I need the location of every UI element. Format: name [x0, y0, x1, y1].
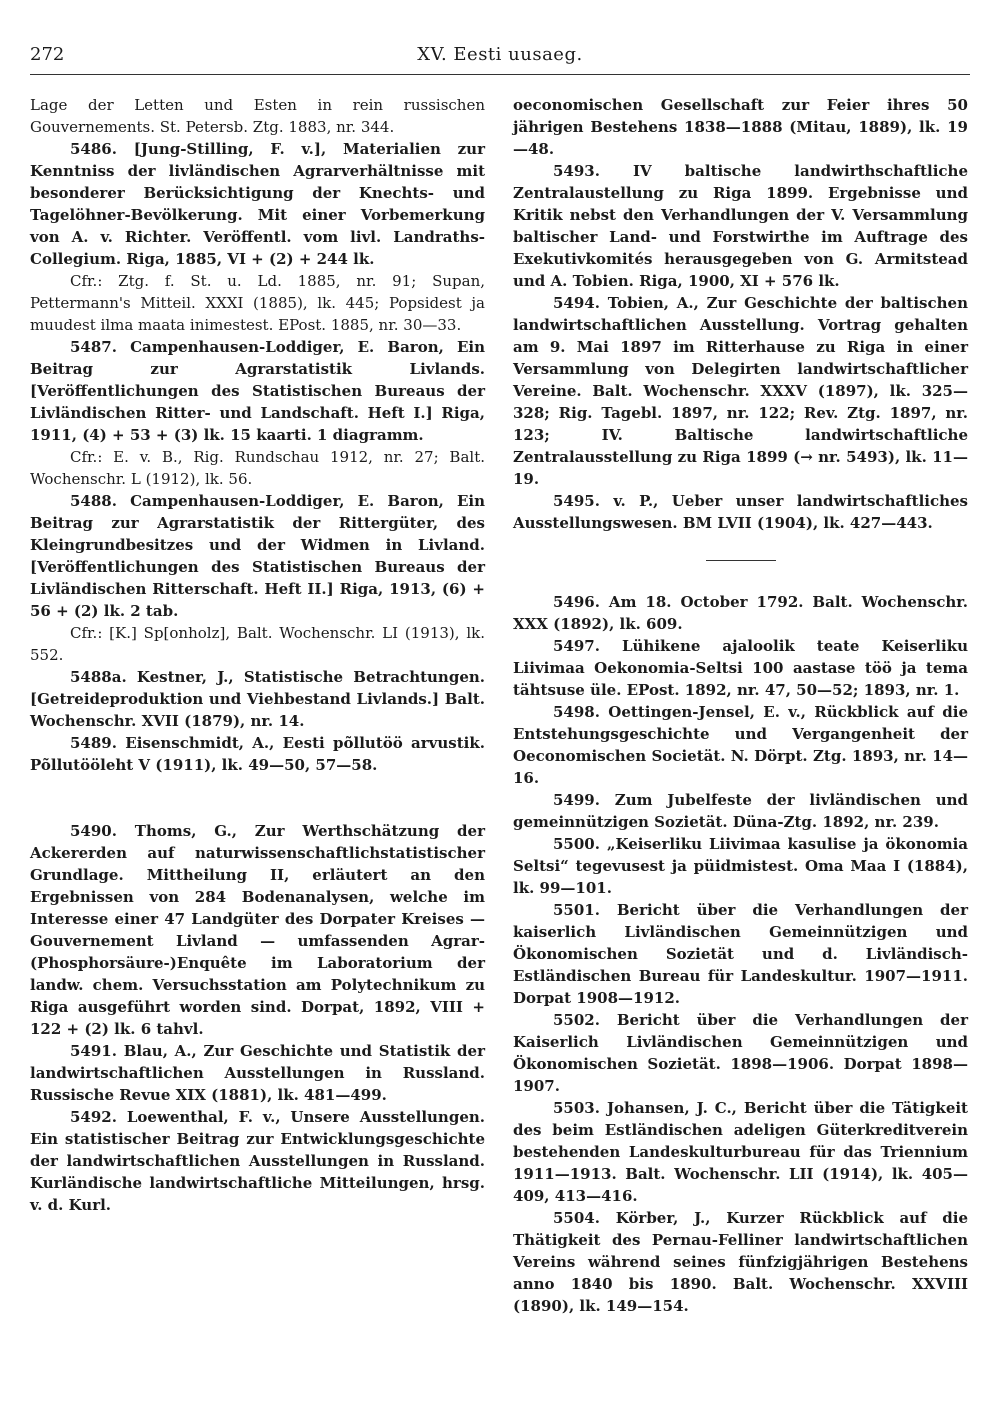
running-title: XV. Eesti uusaeg.	[417, 44, 583, 65]
section-gap	[30, 776, 485, 820]
bibliography-entry: 5500. „Keiserliku Liivimaa kasulise ja ökonomia Seltsi“ tegevusest ja püidmistest. Oma Maa I (1884), lk. 99—101.	[513, 835, 968, 897]
bibliography-entry: 5491. Blau, A., Zur Geschichte und Statistik der landwirtschaftlichen Ausstellungen in Russland. Russische Revue XIX (1881), lk. 481—499.	[30, 1042, 485, 1104]
bibliography-entry: 5492. Loewenthal, F. v., Unsere Ausstellungen. Ein statistischer Beitrag zur Entwicklungsgeschichte der landwirtschaftlichen Ausstellungen in Russland. Kurländische landwirtschaftliche Mitteilungen, hrsg. v. d. Kurl.	[30, 1108, 485, 1214]
right-column	[513, 94, 968, 1317]
entry-continuation: Lage der Letten und Esten in rein russischen Gouvernements. St. Petersb. Ztg. 1883, nr. 344.	[30, 96, 485, 136]
left-column	[30, 94, 485, 1216]
bibliography-entry: 5487. Campenhausen-Loddiger, E. Baron, Ein Beitrag zur Agrarstatistik Livlands. [Veröffentlichungen des Statistischen Bureaus der Livländischen Ritter- und Landschaft. Heft I.] Riga, 1911, (4) + 53 + (3) lk. 15 kaarti. 1 diagramm.	[30, 338, 485, 444]
citation-note: Cfr.: Ztg. f. St. u. Ld. 1885, nr. 91; Supan, Pettermann's Mitteil. XXXI (1885), lk. 445; Popsidest ja muudest ilma maata inimestest. EPost. 1885, nr. 30—33.	[30, 272, 485, 334]
bibliography-entry: 5496. Am 18. October 1792. Balt. Wochenschr. XXX (1892), lk. 609.	[513, 593, 968, 633]
entry-continuation: oeconomischen Gesellschaft zur Feier ihres 50 jährigen Bestehens 1838—1888 (Mitau, 1889), lk. 19—48.	[513, 96, 968, 158]
bibliography-entry: 5504. Körber, J., Kurzer Rückblick auf die Thätigkeit des Pernau-Felliner landwirtschaftlichen Vereins während seines fünfzigjährigen Bestehens anno 1840 bis 1890. Balt. Wochenschr. XXVIII (1890), lk. 149—154.	[513, 1209, 968, 1315]
bibliography-entry: 5486. [Jung-Stilling, F. v.], Materialien zur Kenntniss der livländischen Agrarverhältnisse mit besonderer Berücksichtigung der Knechts- und Tagelöhner-Bevölkerung. Mit einer Vorbemerkung von A. v. Richter. Veröffentl. vom livl. Landraths-Collegium. Riga, 1885, VI + (2) + 244 lk.	[30, 140, 485, 268]
bibliography-entry: 5501. Bericht über die Verhandlungen der kaiserlich Livländischen Gemeinnützigen und Ökonomischen Sozietät und d. Livländisch-Estländischen Bureau für Landeskultur. 1907—1911. Dorpat 1908—1912.	[513, 901, 968, 1007]
bibliography-entry: 5498. Oettingen-Jensel, E. v., Rückblick auf die Entstehungsgeschichte und Vergangenheit der Oeconomischen Societät. N. Dörpt. Ztg. 1893, nr. 14—16.	[513, 703, 968, 787]
bibliography-entry: 5502. Bericht über die Verhandlungen der Kaiserlich Livländischen Gemeinnützigen und Ökonomischen Sozietät. 1898—1906. Dorpat 1898—1907.	[513, 1011, 968, 1095]
bibliography-entry: 5488. Campenhausen-Loddiger, E. Baron, Ein Beitrag zur Agrarstatistik der Rittergüter, des Kleingrundbesitzes und der Widmen in Livland. [Veröffentlichungen des Statistischen Bureaus der Livländischen Ritterschaft. Heft II.] Riga, 1913, (6) + 56 + (2) lk. 2 tab.	[30, 492, 485, 620]
bibliography-entry: 5494. Tobien, A., Zur Geschichte der baltischen landwirtschaftlichen Ausstellung. Vortrag gehalten am 9. Mai 1897 im Ritterhause zu Riga in einer Versammlung von Delegirten landwirtschaftlicher Vereine. Balt. Wochenschr. XXXV (1897), lk. 325—328; Rig. Tagebl. 1897, nr. 122; Rev. Ztg. 1897, nr. 123; IV. Baltische landwirtschaftliche Zentralausstellung zu Riga 1899 (→ nr. 5493), lk. 11—19.	[513, 294, 968, 488]
bibliography-entry: 5495. v. P., Ueber unser landwirtschaftliches Ausstellungswesen. BM LVII (1904), lk. 427—443.	[513, 492, 968, 532]
page-header	[30, 44, 970, 74]
bibliography-entry: 5497. Lühikene ajaloolik teate Keiserliku Liivimaa Oekonomia-Seltsi 100 aastase töö ja tema tähtsuse üle. EPost. 1892, nr. 47, 50—52; 1893, nr. 1.	[513, 637, 968, 699]
bibliography-entry: 5490. Thoms, G., Zur Werthschätzung der Ackererden auf naturwissenschaftlichstatistischer Grundlage. Mittheilung II, erläutert an den Ergebnissen von 284 Bodenanalysen, welche im Interesse einer 47 Landgüter des Dorpater Kreises — Gouvernement Livland — umfassenden Agrar-(Phosphorsäure-)Enquête im Laboratorium der landw. chem. Versuchsstation am Polytechnikum zu Riga ausgeführt worden sind. Dorpat, 1892, VIII + 122 + (2) lk. 6 tahvl.	[30, 822, 485, 1038]
section-divider	[706, 560, 776, 561]
bibliography-entry: 5503. Johansen, J. C., Bericht über die Tätigkeit des beim Estländischen adeligen Güterkreditverein bestehenden Landeskulturbureau für das Triennium 1911—1913. Balt. Wochenschr. LII (1914), lk. 405—409, 413—416.	[513, 1099, 968, 1205]
citation-note: Cfr.: [K.] Sp[onholz], Balt. Wochenschr. LI (1913), lk. 552.	[30, 624, 485, 664]
bibliography-entry: 5488a. Kestner, J., Statistische Betrachtungen. [Getreideproduktion und Viehbestand Livlands.] Balt. Wochenschr. XVII (1879), nr. 14.	[30, 668, 485, 730]
page-number: 272	[30, 44, 65, 65]
bibliography-entry: 5493. IV baltische landwirthschaftliche Zentralaustellung zu Riga 1899. Ergebnisse und Kritik nebst den Verhandlungen der V. Versammlung baltischer Land- und Forstwirthe im Auftrage des Exekutivkomités herausgegeben von G. Armitstead und A. Tobien. Riga, 1900, XI + 576 lk.	[513, 162, 968, 290]
bibliography-entry: 5499. Zum Jubelfeste der livländischen und gemeinnützigen Sozietät. Düna-Ztg. 1892, nr. 239.	[513, 791, 968, 831]
header-rule	[30, 74, 970, 75]
bibliography-entry: 5489. Eisenschmidt, A., Eesti põllutöö arvustik. Põllutööleht V (1911), lk. 49—50, 57—58.	[30, 734, 485, 774]
citation-note: Cfr.: E. v. B., Rig. Rundschau 1912, nr. 27; Balt. Wochenschr. L (1912), lk. 56.	[30, 448, 485, 488]
